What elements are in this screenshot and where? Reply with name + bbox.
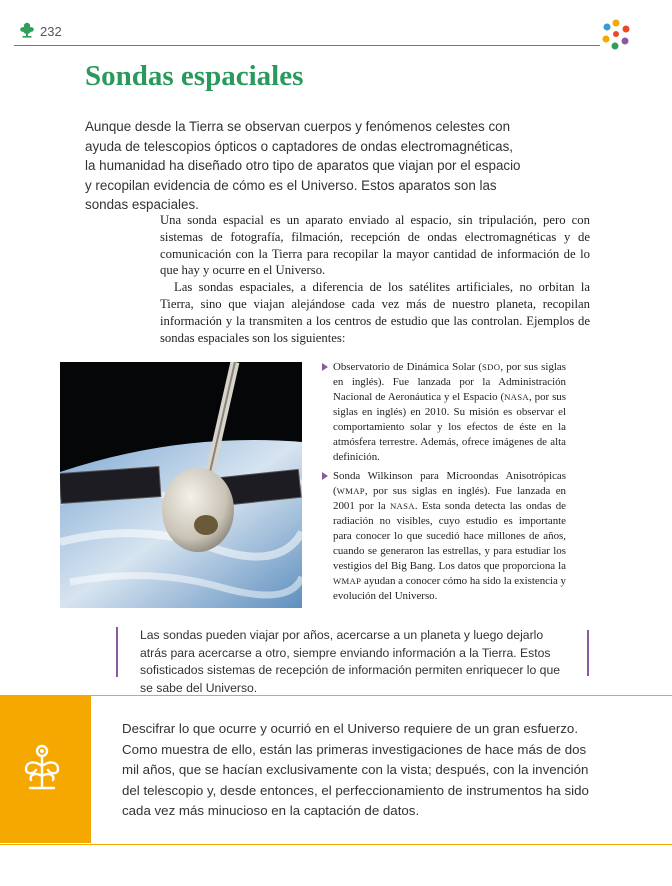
probe-list [322,360,566,608]
multicolor-flower-logo [600,18,632,55]
note-bar-right [587,630,589,676]
body-paragraph-2: Las sondas espaciales, a diferencia de los satélites artificiales, no orbitan la Tierra, sino que viajan alejándose cada vez más de nuestro planeta, recopilan información y la transmiten a los centros de estudio que las controlan. Ejemplos de sondas espaciales son los siguientes: [160,280,590,345]
note-bar-left [116,627,118,677]
page-title: Sondas espaciales [85,60,304,92]
green-tree-icon [20,22,34,43]
list-item: Sonda Wilkinson para Microondas Anisotrópicas (WMAP, por sus siglas en inglés). Fue lanzada en 2001 por la NASA. Esta sonda detecta las ondas de radiación no visibles, cuyo estudio es importante para conocer lo que sucedió hace millones de años, cuando se generaron las estrellas, y para estudiar los vestigios del Big Bang. Los datos que proporciona la WMAP ayudan a conocer cómo ha sido la existencia y evolución del Universo. [322,469,566,604]
bullet-arrow-icon [322,472,328,480]
page-number: 232 [40,24,62,39]
space-probe-photo [60,362,302,608]
list-item: Observatorio de Dinámica Solar (SDO, por sus siglas en inglés). Fue lanzada por la Administración Nacional de Aeronáutica y el Espacio (NASA, por sus siglas en inglés) en 2010. Su misión es observar el comportamiento solar y los efectos de éste en la atmósfera terrestre. Además, ofrece imágenes de alta definición. [322,360,566,465]
bullet-arrow-icon [322,363,328,371]
body-paragraph-1: Una sonda espacial es un aparato enviado al espacio, sin tripulación, pero con sistemas de fotografía, filmación, recepción de ondas electromagnéticas y de comunicación con la Tierra para recopilar la mayor cantidad de información de lo que hay y ocurre en el Universo. [160,213,590,278]
intro-paragraph: Aunque desde la Tierra se observan cuerpos y fenómenos celestes con ayuda de telescopios ópticos o captadores de ondas electromagnéticas, la humanidad ha diseñado otro tipo de aparatos que viajan por el espacio y recopilan evidencia de cómo es el Universo. Estos aparatos son las sondas espaciales. [85,119,521,212]
white-tree-icon [20,742,64,797]
footer-paragraph: Descifrar lo que ocurre y ocurrió en el Universo requiere de un gran esfuerzo. Como muestra de ello, están las primeras investigaciones de hace más de dos mil años, que se hacían exclusivamente con la vista; después, con la invención del telescopio y, desde entonces, el perfeccionamiento de instrumentos ha sido cada vez más minucioso en la captación de datos. [122,721,589,818]
header-rule [14,45,600,46]
note-paragraph: Las sondas pueden viajar por años, acercarse a un planeta y luego dejarlo atrás para acercarse a otro, siempre enviando información a la Tierra. Estos sofisticados sistemas de recepción de información permiten enriquecer lo que se sabe del Universo. [140,628,561,695]
body-text [160,212,590,346]
